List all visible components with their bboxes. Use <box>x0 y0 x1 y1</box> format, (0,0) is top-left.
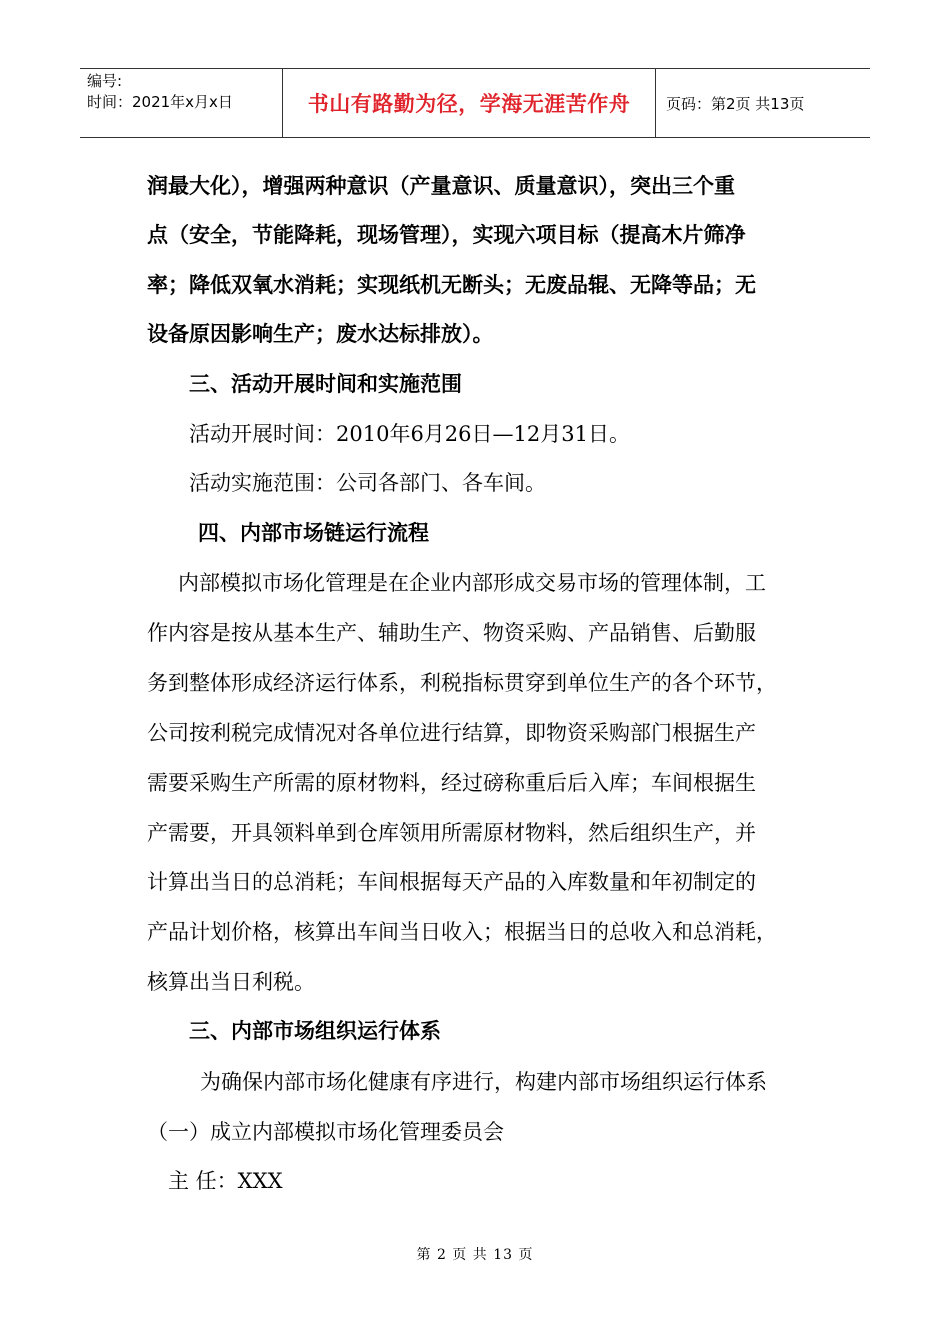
paragraph-line: 产需要，开具领料单到仓库领用所需原材物料，然后组织生产，并 <box>147 821 756 845</box>
paragraph-line: 点（安全，节能降耗，现场管理），实现六项目标（提高木片筛净 <box>147 223 746 247</box>
header-divider <box>655 69 656 137</box>
number-label: 编号: <box>87 72 123 90</box>
paragraph-line: 内部模拟市场化管理是在企业内部形成交易市场的管理体制，工 <box>178 571 766 595</box>
activity-scope: 活动实施范围：公司各部门、各车间。 <box>189 471 546 495</box>
header-meta <box>87 71 233 113</box>
page-header <box>80 68 870 138</box>
director-line: 主 任：XXX <box>168 1169 283 1193</box>
paragraph-line: 产品计划价格，核算出车间当日收入；根据当日的总收入和总消耗， <box>147 920 777 944</box>
paragraph-line: 核算出当日利税。 <box>147 970 315 994</box>
header-motto: 书山有路勤为径，学海无涯苦作舟 <box>307 92 631 116</box>
section-heading: 三、内部市场组织运行体系 <box>189 1019 441 1043</box>
section-heading: 四、内部市场链运行流程 <box>198 521 429 545</box>
paragraph-line: 为确保内部市场化健康有序进行，构建内部市场组织运行体系 <box>200 1070 767 1094</box>
paragraph-line: 设备原因影响生产；废水达标排放）。 <box>147 322 494 346</box>
paragraph-line: 率；降低双氧水消耗；实现纸机无断头；无废品辊、无降等品；无 <box>147 273 756 297</box>
page-footer: 第 2 页 共 13 页 <box>416 1247 534 1263</box>
section-heading: 三、活动开展时间和实施范围 <box>189 372 462 396</box>
paragraph-line: 需要采购生产所需的原材物料，经过磅称重后后入库；车间根据生 <box>147 771 756 795</box>
time-label: 时间：2021年x月x日 <box>87 93 233 111</box>
subsection-heading: （一）成立内部模拟市场化管理委员会 <box>147 1120 504 1144</box>
paragraph-line: 公司按利税完成情况对各单位进行结算，即物资采购部门根据生产 <box>147 721 756 745</box>
paragraph-line: 润最大化），增强两种意识（产量意识、质量意识），突出三个重 <box>147 174 735 198</box>
paragraph-line: 作内容是按从基本生产、辅助生产、物资采购、产品销售、后勤服 <box>147 621 756 645</box>
paragraph-line: 计算出当日的总消耗；车间根据每天产品的入库数量和年初制定的 <box>147 870 756 894</box>
header-page-info: 页码：第2页 共13页 <box>666 94 805 113</box>
activity-time: 活动开展时间：2010年6月26日—12月31日。 <box>189 422 630 446</box>
paragraph-line: 务到整体形成经济运行体系，利税指标贯穿到单位生产的各个环节， <box>147 671 777 695</box>
